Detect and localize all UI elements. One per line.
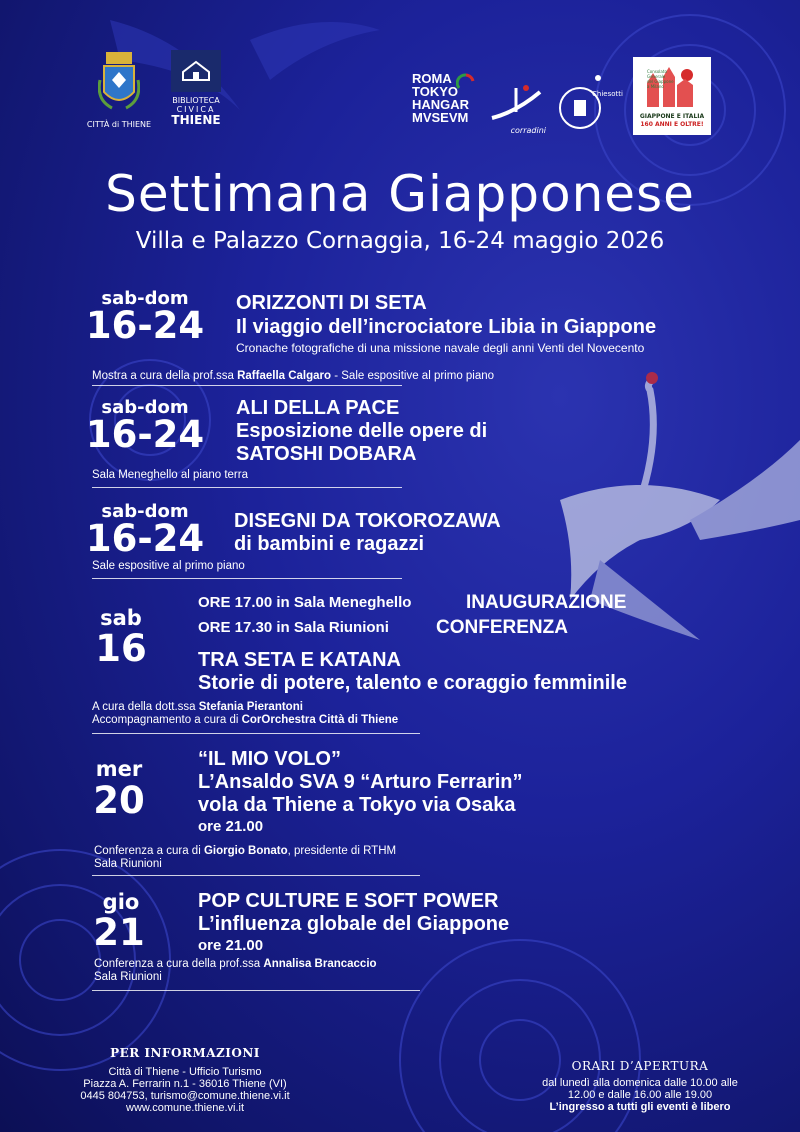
city-crest-icon [98, 50, 140, 116]
corradini-logo [486, 82, 546, 135]
event-1-title: ORIZZONTI DI SETA [236, 292, 427, 314]
free-entry-note: L’ingresso a tutti gli eventi è libero [549, 1101, 731, 1113]
library-line-1: BIBLIOTECA [172, 96, 220, 105]
divider [92, 487, 402, 488]
event-5-day: mer [95, 757, 143, 781]
tricolor-arc-icon [456, 72, 476, 92]
event-2-subtitle: Esposizione delle opere di [236, 420, 488, 442]
event-2-day: sab-dom [101, 397, 189, 418]
event-5-date: 20 [93, 779, 145, 822]
event-6-day: gio [102, 890, 140, 914]
event-4-time-2: ORE 17.30 in Sala Riunioni [198, 619, 389, 636]
event-1-date: 16-24 [85, 304, 205, 347]
figure-icon [486, 82, 546, 122]
anniversary-text: GIAPPONE E ITALIA 160 ANNI E OLTRE! [639, 113, 705, 128]
info-line: 0445 804753, turismo@comune.thiene.vi.it [80, 1090, 290, 1102]
divider [92, 733, 420, 734]
event-6-note-1: Conferenza a cura della prof.ssa Annalisa Brancaccio [94, 958, 377, 970]
library-line-3: THIENE [171, 113, 221, 127]
event-4-subtitle: Storie di potere, talento e coraggio femminile [198, 672, 627, 694]
consolato-text: Consolato Generale del Giappone a Milano [647, 69, 674, 89]
museum-line-3: HANGAR [412, 97, 470, 112]
divider [92, 385, 402, 386]
hours-line: 12.00 e dalle 16.00 alle 19.00 [567, 1089, 713, 1101]
event-1-note: Mostra a cura della prof.ssa Raffaella Calgaro - Sale espositive al primo piano [92, 370, 495, 382]
city-logo [84, 50, 154, 129]
page-title: Settimana Giapponese [105, 165, 695, 223]
library-line-2: CIVICA [176, 105, 216, 114]
event-1-description: Cronache fotografiche di una missione navale degli anni Venti del Novecento [236, 341, 645, 355]
event-4-note-2: Accompagnamento a cura di CorOrchestra Città di Thiene [92, 714, 399, 726]
event-3-subtitle: di bambini e ragazzi [234, 533, 425, 555]
page-subtitle: Villa e Palazzo Cornaggia, 16-24 maggio 2026 [135, 228, 665, 254]
event-1-subtitle: Il viaggio dell’incrociatore Libia in Giappone [236, 316, 657, 338]
event-4-date: 16 [95, 627, 147, 670]
info-heading: PER INFORMAZIONI [110, 1046, 260, 1060]
chiesotti-logo [556, 70, 623, 132]
event-5-note-2: Sala Riunioni [94, 858, 162, 870]
divider [92, 990, 420, 991]
divider [92, 875, 420, 876]
event-3-day: sab-dom [101, 501, 189, 522]
museum-line-2: TOKYO [412, 84, 458, 99]
event-4-title: TRA SETA E KATANA [198, 649, 401, 671]
event-4-keyword-1: INAUGURAZIONE [466, 592, 627, 613]
museum-line-1: ROMA [412, 71, 452, 86]
event-2-date: 16-24 [85, 413, 205, 456]
event-3-note: Sale espositive al primo piano [92, 560, 245, 572]
event-3-title: DISEGNI DA TOKOROZAWA [234, 510, 501, 532]
event-4-day: sab [100, 606, 142, 630]
hours-line: dal lunedì alla domenica dalle 10.00 alle [542, 1077, 738, 1089]
divider [92, 578, 402, 579]
corradini-text: corradini [510, 126, 546, 135]
city-logo-text: CITTÀ di THIENE [86, 120, 152, 129]
event-5-route: vola da Thiene a Tokyo via Osaka [198, 794, 516, 816]
library-logo [168, 50, 224, 127]
museum-line-4: MVSEVM [412, 110, 469, 125]
event-2-title: ALI DELLA PACE [236, 397, 400, 419]
hours-heading: ORARI D’APERTURA [571, 1059, 709, 1073]
event-6-subtitle: L’influenza globale del Giappone [198, 913, 510, 935]
hours-block [520, 1077, 760, 1113]
event-2-note: Sala Meneghello al piano terra [92, 469, 248, 481]
event-3-date: 16-24 [85, 517, 205, 560]
event-4-keyword-2: CONFERENZA [436, 617, 568, 638]
info-line: www.comune.thiene.vi.it [126, 1102, 244, 1114]
event-5-subtitle: L’Ansaldo SVA 9 “Arturo Ferrarin” [198, 771, 523, 793]
info-line: Città di Thiene - Ufficio Turismo [108, 1066, 262, 1078]
chiesotti-emblem-icon [556, 70, 618, 132]
event-6-time: ore 21.00 [198, 937, 264, 954]
event-5-time: ore 21.00 [198, 818, 264, 835]
event-6-title: POP CULTURE E SOFT POWER [198, 890, 499, 912]
event-6-note-2: Sala Riunioni [94, 971, 162, 983]
chiesotti-text: Chiesotti [592, 90, 623, 98]
event-4-time-1: ORE 17.00 in Sala Meneghello [198, 594, 412, 611]
info-line: Piazza A. Ferrarin n.1 - 36016 Thiene (VI) [83, 1078, 287, 1090]
event-1-day: sab-dom [101, 288, 189, 309]
library-building-icon [171, 50, 221, 92]
event-5-title: “IL MIO VOLO” [198, 748, 341, 770]
anniversary-logo [633, 57, 711, 135]
event-2-artist: SATOSHI DOBARA [236, 443, 417, 465]
info-block [60, 1066, 310, 1114]
event-5-note-1: Conferenza a cura di Giorgio Bonato, presidente di RTHM [94, 845, 397, 857]
event-6-date: 21 [93, 911, 145, 954]
event-4-note-1: A cura della dott.ssa Stefania Pierantoni [92, 701, 303, 713]
